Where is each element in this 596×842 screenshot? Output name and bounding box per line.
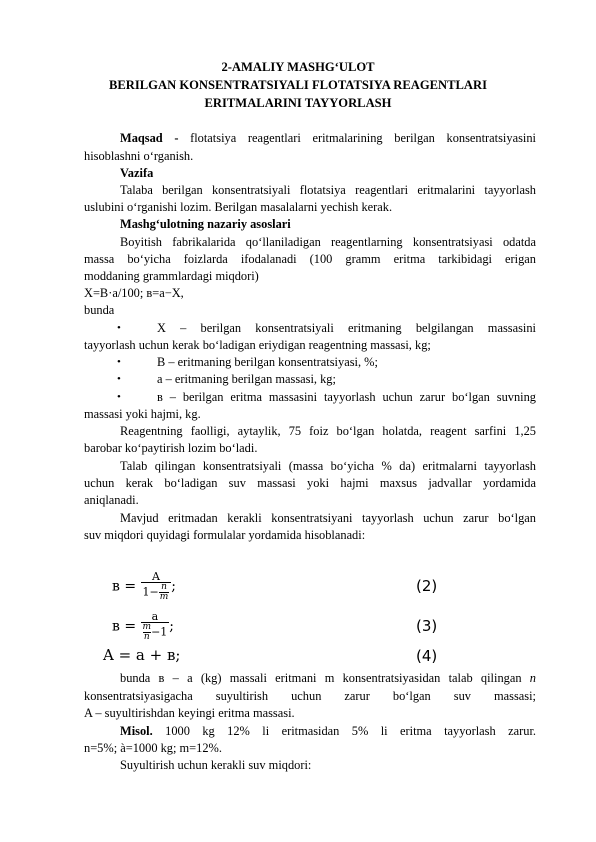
vazifa-label: Vazifa	[120, 166, 154, 180]
eq2-numerator: A	[151, 570, 160, 583]
vazifa-line-1: Talaba berilgan konsentratsiyali flotatsiya reagentlari eritmalarini tayyorlash	[120, 183, 536, 197]
eq3-minus-one: −1	[151, 625, 168, 639]
eq3-sub-den: n	[143, 632, 150, 642]
eq3-fraction	[141, 611, 170, 642]
bullet-1-line-2: tayyorlash uchun kerak bo‘ladigan eriydigan reagentning massasi, kg;	[84, 338, 431, 352]
bunda2-line-1	[120, 670, 536, 687]
title-line-2: BERILGAN KONSENTRATSIYALI FLOTATSIYA REAGENTLARI	[108, 78, 488, 92]
para3-line-1: Mavjud eritmadan kerakli konsentratsiyani tayyorlash uchun zarur bo‘lgan	[120, 511, 536, 525]
eq3-subfraction	[143, 623, 152, 642]
bullet-marker: •	[117, 356, 121, 368]
maqsad-line-2: hisoblashni o‘rganish.	[84, 149, 194, 163]
eq3-sub-num: m	[142, 622, 152, 632]
misol-line-2: n=5%; à=1000 kg; m=12%.	[84, 741, 222, 755]
nazariy-line-1: Boyitish fabrikalarida qo‘llaniladigan reagentlarning konsentratsiyasi odatda	[120, 235, 536, 249]
maqsad-label: Maqsad -	[120, 131, 179, 145]
para2-line-1: Talab qilingan konsentratsiyali (massa bo‘yicha % da) eritmalarni tayyorlash	[120, 459, 536, 473]
eq2-semicolon: ;	[171, 578, 177, 595]
bunda2-line-2: konsentratsiyasigacha suyultirish uchun zarur bo‘lgan suv massasi;	[84, 689, 536, 703]
nazariy-label: Mashg‘ulotning nazariy asoslari	[120, 217, 291, 231]
para1-line-1: Reagentning faolligi, aytaylik, 75 foiz bo‘lgan holatda, reagent sarfini 1,25	[120, 424, 536, 438]
title-line-1: 2-AMALIY MASHG‘ULOT	[221, 60, 375, 74]
misol-label: Misol.	[120, 724, 153, 738]
bullet-marker: •	[117, 373, 121, 385]
eq2-lhs: в	[112, 578, 120, 595]
eq2-sub-den: m	[159, 592, 169, 602]
para2-line-2: uchun kerak bo‘ladigan suv massasi yoki hajmi maxsus jadvallar yordamida	[84, 476, 536, 490]
title-line-3: ERITMALARINI TAYYORLASH	[204, 96, 392, 110]
last-line: Suyultirish uchun kerakli suv miqdori:	[120, 758, 312, 772]
bunda2-text: bunda в – a (kg) massali eritmani m konsentratsiyasidan talab qilingan	[120, 671, 522, 685]
para2-line-3: aniqlanadi.	[84, 493, 139, 507]
nazariy-line-2: massa bo‘yicha foizlarda ifodalanadi (100 gramm eritma tarkibidagi erigan	[84, 252, 536, 266]
eq3-denominator	[141, 622, 170, 642]
bunda2-n: n	[529, 671, 536, 685]
misol-line-1	[120, 723, 536, 740]
eq3-numerator: a	[151, 610, 159, 623]
bullet-1-line-1: X – berilgan konsentratsiyali eritmaning belgilangan massasini	[157, 321, 536, 335]
eq2-sub-num: n	[161, 582, 167, 592]
nazariy-line-3: moddaning grammlardagi miqdori)	[84, 269, 259, 283]
maqsad-line-1	[120, 130, 536, 147]
eq2-one-minus: 1−	[142, 585, 159, 599]
eq2-subfraction	[159, 583, 170, 602]
bullet-marker: •	[117, 322, 121, 334]
vazifa-line-2: uslubini o‘rganishi lozim. Berilgan masalalarni yechish kerak.	[84, 200, 393, 214]
para1-line-2: barobar ko‘paytirish lozim bo‘ladi.	[84, 441, 258, 455]
equation-3: в = a $\frac{m}{n}$ −1 ;	[112, 610, 175, 642]
eq2-number: (2)	[416, 577, 438, 595]
bullet-2-line-1: B – eritmaning berilgan konsentratsiyasi, %;	[157, 355, 378, 369]
bunda2-line-3: A – suyultirishdan keyingi eritma massasi.	[84, 706, 295, 720]
equation-4: A = a + в;	[103, 646, 181, 664]
bullet-4-line-1: в – berilgan eritma massasini tayyorlash uchun zarur bo‘lgan suvning	[157, 390, 536, 404]
bullet-4-line-2: massasi yoki hajmi, kg.	[84, 407, 201, 421]
para3-line-2: suv miqdori quyidagi formulalar yordamida hisoblanadi:	[84, 528, 366, 542]
eq3-lhs: в	[112, 618, 120, 635]
bullet-marker: •	[117, 391, 121, 403]
bunda-label: bunda	[84, 303, 115, 317]
eq2-fraction	[141, 571, 172, 602]
bullet-3-line-1: a – eritmaning berilgan massasi, kg;	[157, 372, 336, 386]
eq3-semicolon: ;	[169, 618, 175, 635]
eq4-number: (4)	[416, 647, 438, 665]
eq2-denominator	[141, 582, 172, 602]
maqsad-text-1: flotatsiya reagentlari eritmalarining berilgan konsentratsiyasini	[190, 131, 536, 145]
equation-2: в = A 1− $\frac{n}{m}$ ;	[112, 570, 177, 602]
eq3-number: (3)	[416, 617, 438, 635]
formula-1: X=B·a/100; в=a−X,	[84, 286, 184, 300]
misol-text: 1000 kg 12% li eritmasidan 5% li eritma tayyorlash zarur.	[165, 724, 536, 738]
